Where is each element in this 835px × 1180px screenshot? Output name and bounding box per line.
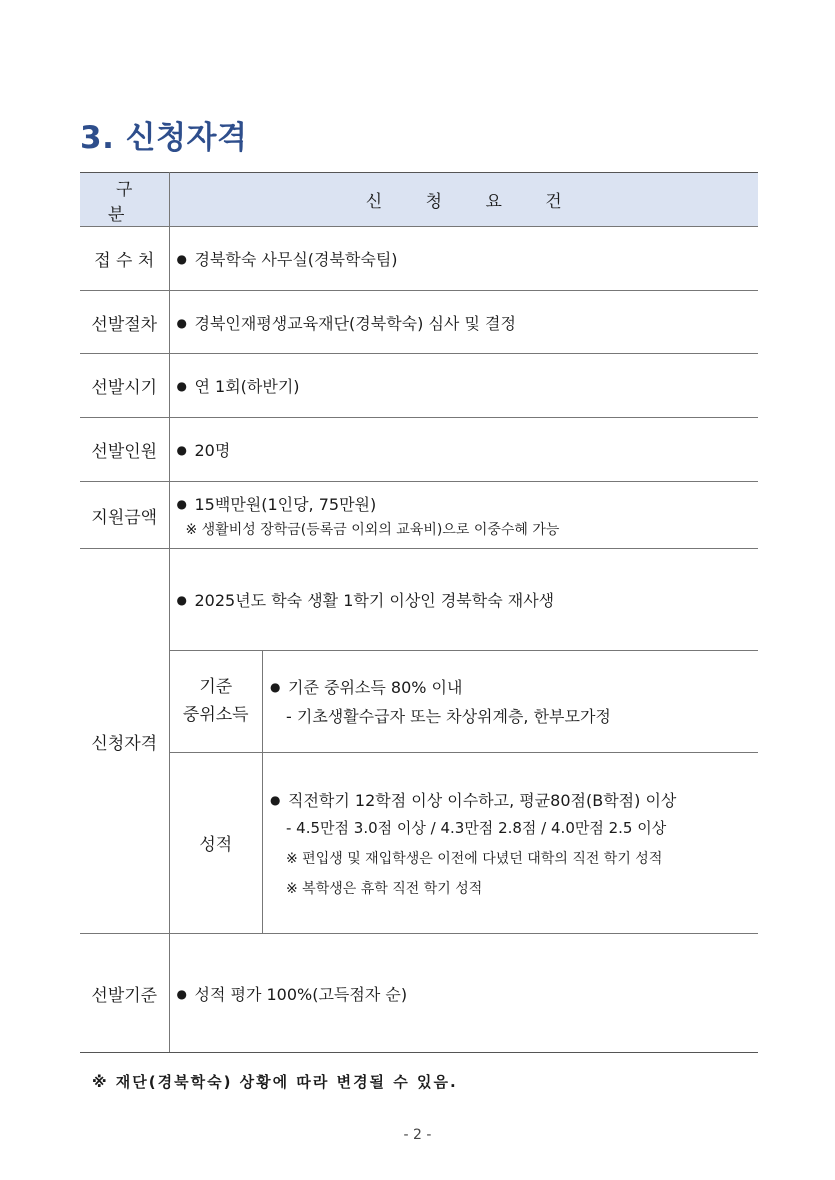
table-row: [80, 291, 758, 354]
bullet-icon: ●: [176, 496, 187, 511]
grades-note-transfer: ※ 편입생 및 재입학생은 이전에 다녔던 대학의 직전 학기 성적: [286, 850, 663, 867]
bullet-icon: ●: [270, 680, 281, 694]
eligibility-table: [80, 172, 758, 1053]
table-row: [80, 482, 758, 549]
page-number: - 2 -: [403, 1127, 432, 1143]
header-requirements: 신 청 요 건: [169, 173, 758, 227]
table-row: [80, 227, 758, 291]
row-content-procedure: [169, 291, 758, 354]
table-row: [170, 549, 759, 650]
row-content-receipt: [169, 227, 758, 291]
bullet-icon: ●: [176, 379, 187, 393]
income-text: 기준 중위소득 80% 이내: [288, 678, 463, 697]
eligibility-main-text: 2025년도 학숙 생활 1학기 이상인 경북학숙 재사생: [194, 590, 555, 610]
criteria-text: 성적 평가 100%(고득점자 순): [194, 984, 408, 1004]
table-row: [170, 752, 759, 933]
header-category: 구 분: [80, 173, 169, 227]
income-sub: - 기초생활수급자 또는 차상위계층, 한부모가정: [286, 707, 611, 726]
row-label-criteria: 선발기준: [80, 934, 169, 1053]
row-label-procedure: 선발절차: [80, 291, 169, 354]
count-text: 20명: [194, 441, 231, 460]
receipt-text: 경북학숙 사무실(경북학숙팀): [194, 250, 398, 269]
row-label-receipt: 접 수 처: [80, 227, 169, 291]
grades-text: 직전학기 12학점 이상 이수하고, 평균80점(B학점) 이상: [288, 790, 677, 810]
row-label-eligibility: 신청자격: [80, 549, 169, 934]
bullet-icon: ●: [176, 315, 187, 330]
procedure-text: 경북인재평생교육재단(경북학숙) 심사 및 결정: [194, 313, 516, 333]
amount-note: ※ 생활비성 장학금(등록금 이외의 교육비)으로 이중수혜 가능: [185, 521, 560, 538]
row-label-timing: 선발시기: [80, 354, 169, 418]
amount-text: 15백만원(1인당, 75만원): [194, 494, 377, 514]
bullet-icon: ●: [176, 443, 187, 457]
grades-content: [263, 752, 759, 933]
row-content-criteria: [169, 934, 758, 1053]
income-content: [263, 650, 759, 752]
table-row: [170, 650, 759, 752]
footnote: ※ 재단(경북학숙) 상황에 따라 변경될 수 있음.: [92, 1073, 458, 1091]
eligibility-main: [170, 549, 759, 650]
income-label-line1: 기준: [199, 677, 233, 697]
table-row: [80, 549, 758, 934]
row-label-amount: 지원금액: [80, 482, 169, 549]
grades-note-return: ※ 복학생은 휴학 직전 학기 성적: [286, 880, 483, 897]
section-title: 3. 신청자격: [80, 120, 248, 156]
eligibility-subtable: [170, 549, 759, 933]
bullet-icon: ●: [176, 252, 187, 266]
table-row: [80, 934, 758, 1053]
bullet-icon: ●: [270, 792, 281, 807]
row-content-count: [169, 418, 758, 482]
table-row: [80, 418, 758, 482]
row-content-eligibility: [169, 549, 758, 934]
income-label: [170, 650, 263, 752]
income-label-line2: 중위소득: [182, 705, 249, 725]
table-row: [80, 354, 758, 418]
grades-sub: - 4.5만점 3.0점 이상 / 4.3만점 2.8점 / 4.0만점 2.5 이상: [286, 818, 667, 837]
timing-text: 연 1회(하반기): [194, 377, 300, 396]
bullet-icon: ●: [176, 986, 187, 1001]
bullet-icon: ●: [176, 592, 187, 607]
row-content-amount: [169, 482, 758, 549]
grades-label: 성적: [170, 752, 263, 933]
row-label-count: 선발인원: [80, 418, 169, 482]
table-header-row: [80, 173, 758, 227]
row-content-timing: [169, 354, 758, 418]
